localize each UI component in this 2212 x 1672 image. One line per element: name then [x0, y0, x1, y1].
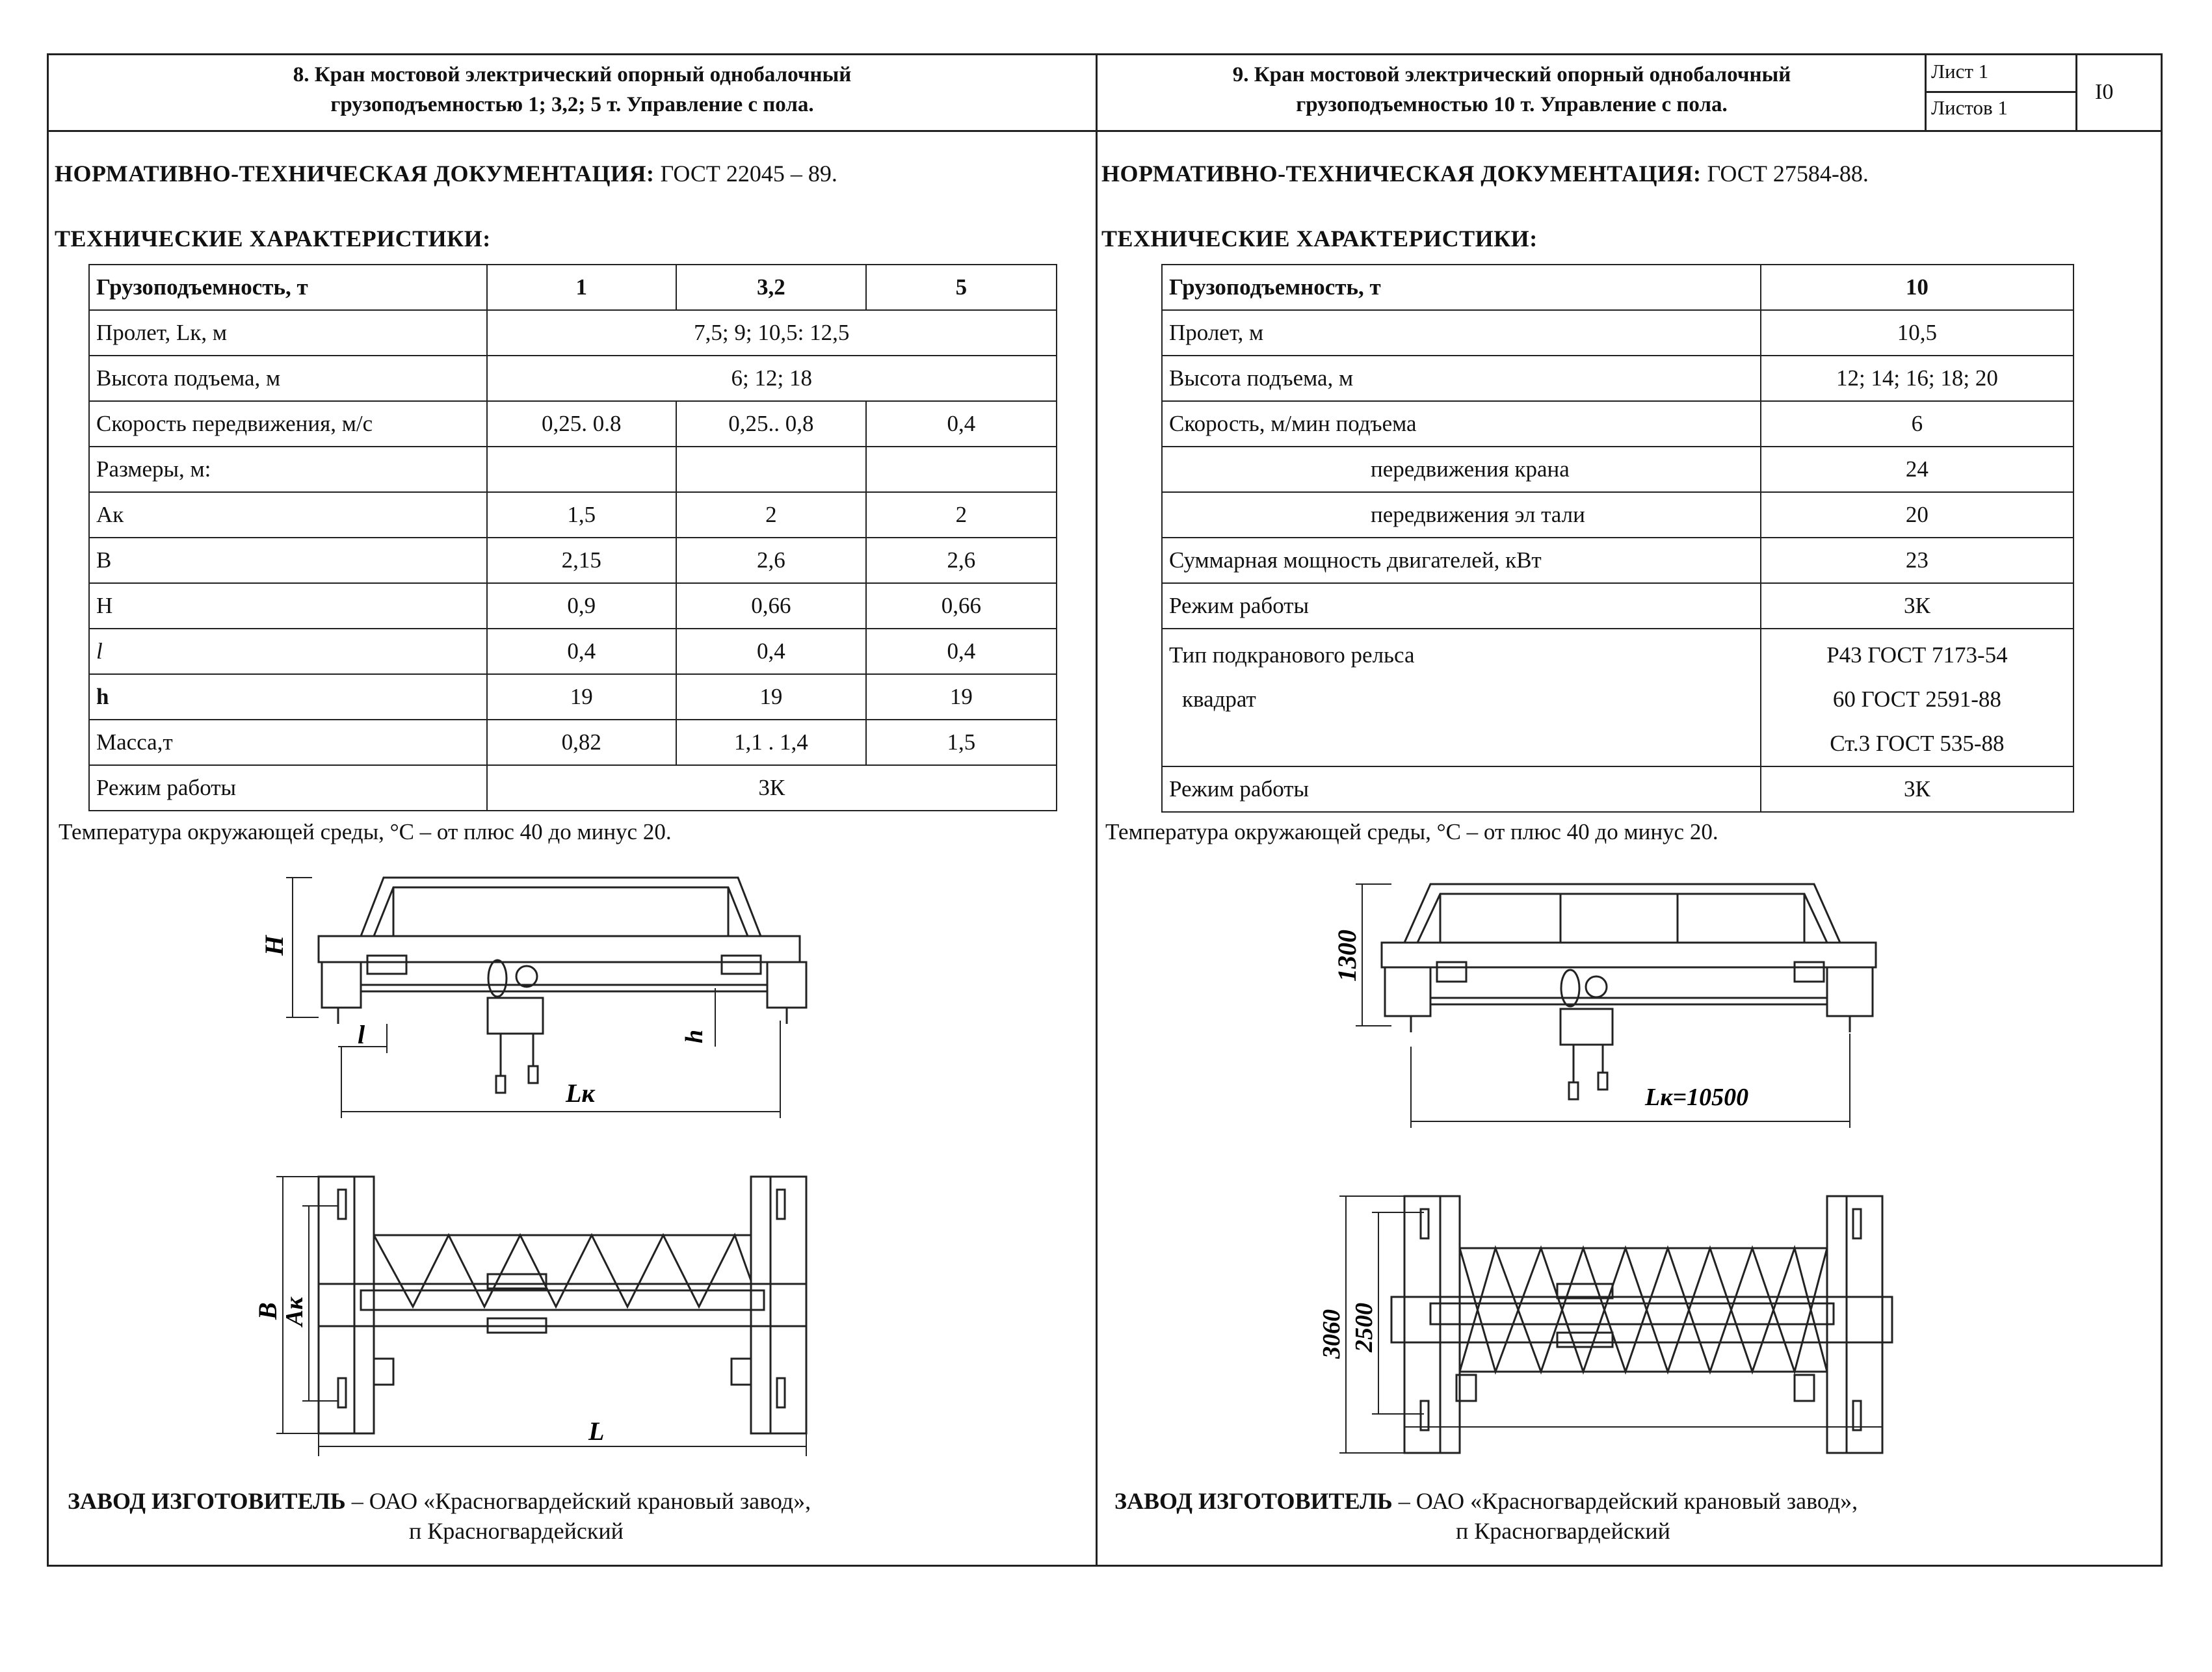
label-height: 1300: [1332, 930, 1362, 982]
label-l: l: [358, 1020, 365, 1049]
table-row: Скорость, м/мин подъема 6: [1162, 401, 2074, 447]
page-code: I0: [2095, 80, 2114, 104]
table-row: l 0,4 0,4 0,4: [89, 629, 1057, 674]
sheet-number: Лист 1: [1931, 60, 1989, 83]
table-row: B 2,15 2,6 2,6: [89, 538, 1057, 583]
table-row: Тип подкранового рельса квадрат Р43 ГОСТ 7173-54 60 ГОСТ 2591-88 Ст.3 ГОСТ 535-88: [1162, 629, 2074, 766]
left-specs-heading: ТЕХНИЧЕСКИЕ ХАРАКТЕРИСТИКИ:: [55, 226, 491, 252]
label-width-outer: 3060: [1318, 1309, 1345, 1359]
left-doc-line: НОРМАТИВНО-ТЕХНИЧЕСКАЯ ДОКУМЕНТАЦИЯ: ГОСТ 22045 – 89.: [55, 161, 837, 187]
label-Ak: Aк: [281, 1297, 308, 1326]
table-row: Грузоподъемность, т 10: [1162, 265, 2074, 310]
sheets-total: Листов 1: [1931, 96, 2008, 119]
table-row: передвижения эл тали 20: [1162, 492, 2074, 538]
label-h: h: [681, 1029, 708, 1043]
right-spec-table: [1161, 264, 2074, 813]
table-row: Размеры, м:: [89, 447, 1057, 492]
left-maker: ЗАВОД ИЗГОТОВИТЕЛЬ – ОАО «Красногвардейский крановый завод», п Красногвардейский: [68, 1488, 811, 1544]
right-crane-drawings: [1300, 858, 1938, 1469]
table-row: Режим работы 3К: [1162, 766, 2074, 812]
right-title: 9. Кран мостовой электрический опорный однобалочный грузоподъемностью 10 т. Управление с пола.: [1232, 63, 1791, 116]
label-span: Lк=10500: [1645, 1084, 1749, 1111]
right-temperature-note: Температура окружающей среды, °С – от плюс 40 до минус 20.: [1105, 819, 1718, 844]
label-Lk: Lк: [566, 1078, 595, 1108]
label-width-inner: 2500: [1350, 1303, 1378, 1352]
right-maker: ЗАВОД ИЗГОТОВИТЕЛЬ – ОАО «Красногвардейский крановый завод», п Красногвардейский: [1114, 1488, 1858, 1544]
center-divider: [1096, 53, 1098, 1567]
table-row: Пролет, м 10,5: [1162, 310, 2074, 356]
table-row: Высота подъема, м 6; 12; 18: [89, 356, 1057, 401]
table-row: h 19 19 19: [89, 674, 1057, 720]
right-specs-heading: ТЕХНИЧЕСКИЕ ХАРАКТЕРИСТИКИ:: [1101, 226, 1538, 252]
header-divider: [47, 130, 2163, 132]
left-crane-drawings: [247, 858, 884, 1469]
table-row: Грузоподъемность, т 1 3,2 5: [89, 265, 1057, 310]
table-row: Режим работы 3К: [1162, 583, 2074, 629]
left-spec-table: [88, 264, 1057, 811]
label-B: B: [253, 1302, 282, 1320]
sheet-box-divider: [1925, 91, 2077, 93]
table-row: Суммарная мощность двигателей, кВт 23: [1162, 538, 2074, 583]
label-H: H: [259, 935, 289, 956]
left-title: 8. Кран мостовой электрический опорный однобалочный грузоподъемностью 1; 3,2; 5 т. Управление с пола.: [293, 63, 852, 116]
table-row: H 0,9 0,66 0,66: [89, 583, 1057, 629]
table-row: Скорость передвижения, м/с 0,25. 0.8 0,25.. 0,8 0,4: [89, 401, 1057, 447]
table-row: Высота подъема, м 12; 14; 16; 18; 20: [1162, 356, 2074, 401]
right-doc-line: НОРМАТИВНО-ТЕХНИЧЕСКАЯ ДОКУМЕНТАЦИЯ: ГОСТ 27584-88.: [1101, 161, 1869, 187]
label-L: L: [588, 1417, 605, 1446]
table-row: Aк 1,5 2 2: [89, 492, 1057, 538]
table-row: Пролет, Lк, м 7,5; 9; 10,5: 12,5: [89, 310, 1057, 356]
table-row: Режим работы 3К: [89, 765, 1057, 811]
table-row: Масса,т 0,82 1,1 . 1,4 1,5: [89, 720, 1057, 765]
table-row: передвижения крана 24: [1162, 447, 2074, 492]
left-temperature-note: Температура окружающей среды, °С – от плюс 40 до минус 20.: [59, 819, 672, 844]
